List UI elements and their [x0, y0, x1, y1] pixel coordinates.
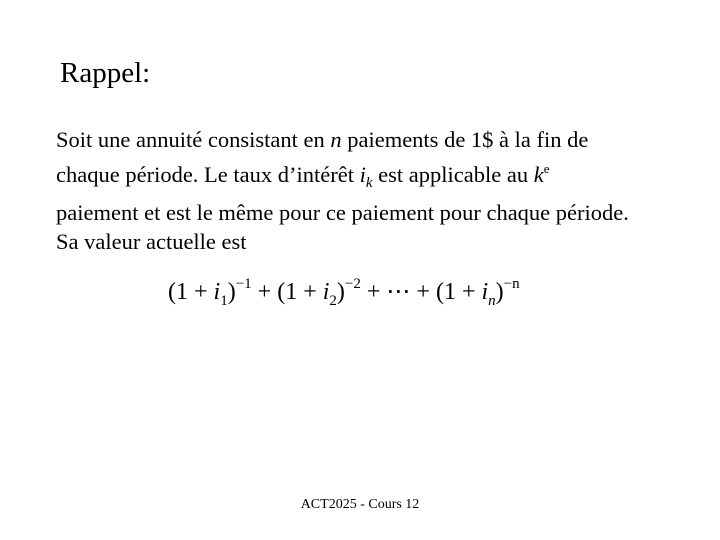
body-text-segment: est applicable au — [372, 162, 534, 187]
formula-exponent-2: −2 — [344, 276, 361, 292]
formula-subscript-2: 2 — [329, 293, 337, 309]
variable-n: n — [330, 127, 342, 152]
body-line-4: Sa valeur actuelle est — [56, 229, 247, 254]
formula-variable-i: i — [481, 279, 489, 305]
formula-exponent-n: −n — [503, 276, 520, 292]
body-text-segment: chaque période. Le taux d’intérêt — [56, 162, 360, 187]
formula-close-paren: ) — [227, 279, 236, 305]
variable-i: i — [359, 162, 366, 187]
variable-k: k — [533, 162, 544, 187]
body-text-segment: paiements de 1$ à la fin de — [341, 127, 589, 152]
formula-close-paren: ) — [495, 279, 504, 305]
body-paragraph — [56, 125, 686, 256]
body-line-2 — [56, 154, 686, 198]
formula-subscript-n: n — [488, 293, 496, 309]
subscript-k: k — [365, 175, 373, 191]
formula-exponent-1: −1 — [235, 276, 252, 292]
slide-footer: ACT2025 - Cours 12 — [300, 497, 420, 512]
formula-plus: + — [251, 279, 278, 305]
body-line-1 — [56, 125, 686, 154]
formula-variable-i: i — [322, 279, 330, 305]
formula-open-paren: (1 + — [435, 279, 482, 305]
formula-variable-i: i — [213, 279, 221, 305]
body-text-segment: Soit une annuité consistant en — [56, 127, 331, 152]
formula-open-paren: (1 + — [277, 279, 323, 305]
formula-close-paren: ) — [336, 279, 345, 305]
formula-ellipsis: + ⋯ + — [360, 279, 436, 305]
body-line-3: paiement et est le même pour ce paiement pour chaque période. — [56, 200, 629, 225]
formula-subscript-1: 1 — [220, 293, 228, 309]
formula-open-paren: (1 + — [168, 279, 214, 305]
superscript-e: e — [543, 161, 550, 176]
present-value-formula — [168, 266, 520, 319]
slide-title: Rappel: — [60, 57, 151, 89]
